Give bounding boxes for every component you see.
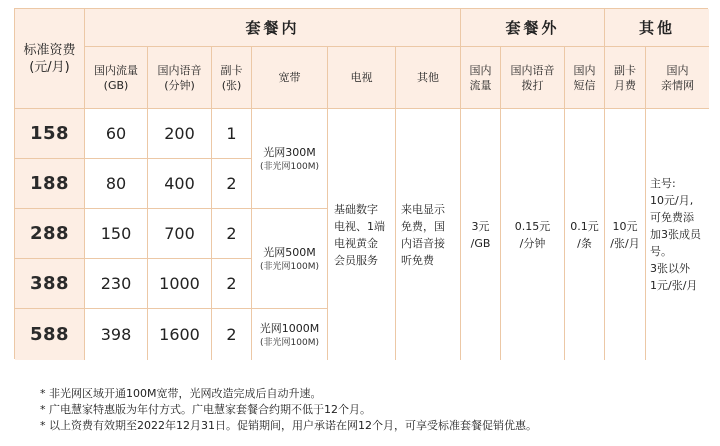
col-domestic-voice: 国内语音 (分钟) — [148, 47, 212, 109]
col-sub-card: 副卡 (张) — [212, 47, 252, 109]
tariff-table — [14, 8, 708, 359]
footnote: * 非光网区域开通100M宽带，光网改造完成后自动升速。 — [40, 387, 322, 400]
col-in-other: 其他 — [396, 47, 461, 109]
header-price: 标准资费 (元/月) — [15, 9, 85, 109]
data-cell: 150 — [85, 209, 148, 259]
sub-card-cell: 1 — [212, 109, 252, 159]
col-out-voice: 国内语音 拨打 — [501, 47, 565, 109]
broadband-cell — [252, 309, 328, 360]
price-cell: 388 — [15, 259, 85, 309]
tv-cell: 基础数字 电视、1端 电视黄金 会员服务 — [328, 109, 396, 360]
broadband-main: 光网500M — [263, 245, 316, 259]
data-cell: 60 — [85, 109, 148, 159]
price-cell: 158 — [15, 109, 85, 159]
sub-card-cell: 2 — [212, 259, 252, 309]
broadband-cell — [252, 109, 328, 209]
col-out-sms: 国内 短信 — [565, 47, 605, 109]
price-cell: 588 — [15, 309, 85, 360]
footnotes — [40, 386, 537, 434]
broadband-sub: (非光网100M) — [260, 161, 319, 172]
broadband-main: 光网1000M — [259, 321, 320, 335]
header-in-plan: 套餐内 — [85, 9, 461, 47]
footnote: * 广电慧家特惠版为年付方式。广电慧家套餐合约期不低于12个月。 — [40, 403, 371, 416]
footnote: * 以上资费有效期至2022年12月31日。促销期间，用户承诺在网12个月，可享受标准套餐促销优惠。 — [40, 419, 537, 432]
family-cell: 主号: 10元/月, 可免费添 加3张成员 号。 3张以外 1元/张/月 — [646, 109, 709, 360]
broadband-sub: (非光网100M) — [260, 337, 319, 348]
voice-cell: 1600 — [148, 309, 212, 360]
col-family: 国内 亲情网 — [646, 47, 709, 109]
sub-card-cell: 2 — [212, 159, 252, 209]
header-other: 其他 — [605, 9, 709, 47]
price-cell: 288 — [15, 209, 85, 259]
data-cell: 230 — [85, 259, 148, 309]
col-sub-fee: 副卡 月费 — [605, 47, 646, 109]
price-cell: 188 — [15, 159, 85, 209]
col-out-data: 国内 流量 — [461, 47, 501, 109]
sub-card-cell: 2 — [212, 209, 252, 259]
voice-cell: 200 — [148, 109, 212, 159]
voice-cell: 400 — [148, 159, 212, 209]
broadband-sub: (非光网100M) — [260, 261, 319, 272]
col-tv: 电视 — [328, 47, 396, 109]
voice-cell: 700 — [148, 209, 212, 259]
voice-cell: 1000 — [148, 259, 212, 309]
header-out-plan: 套餐外 — [461, 9, 605, 47]
out-sms-cell: 0.1元 /条 — [565, 109, 605, 360]
col-domestic-data: 国内流量 (GB) — [85, 47, 148, 109]
data-cell: 398 — [85, 309, 148, 360]
out-data-cell: 3元 /GB — [461, 109, 501, 360]
data-cell: 80 — [85, 159, 148, 209]
sub-fee-cell: 10元 /张/月 — [605, 109, 646, 360]
col-broadband: 宽带 — [252, 47, 328, 109]
broadband-main: 光网300M — [263, 145, 316, 159]
sub-card-cell: 2 — [212, 309, 252, 360]
out-voice-cell: 0.15元 /分钟 — [501, 109, 565, 360]
in-other-cell: 来电显示 免费，国 内语音接 听免费 — [396, 109, 461, 360]
broadband-cell — [252, 209, 328, 309]
